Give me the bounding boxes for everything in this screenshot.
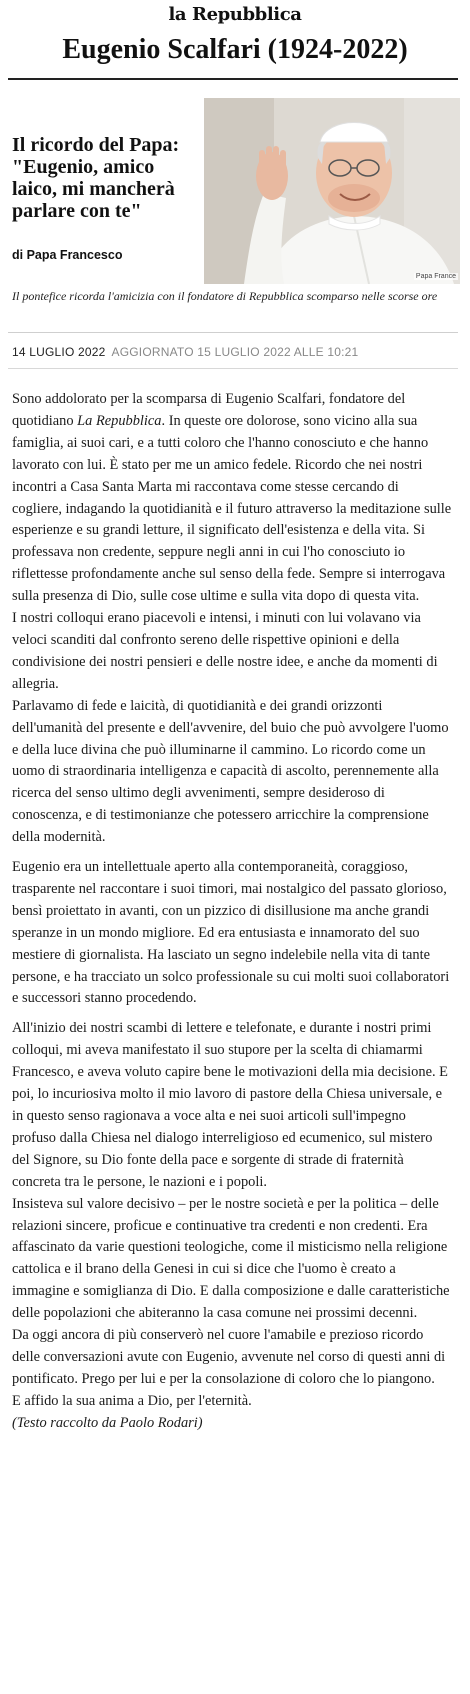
article-dateline (12, 345, 358, 359)
publish-date: 14 LUGLIO 2022 (12, 345, 106, 359)
paragraph-2: I nostri colloqui erano piacevoli e intensi, i minuti con lui volavano via veloci scanditi dal confronto sereno delle rispettive opinioni e della condivisione dei nostri pensieri e delle nostre idee, e anche da momenti di allegria. (12, 610, 438, 692)
article-byline: di Papa Francesco (12, 248, 123, 262)
header-divider (8, 78, 458, 80)
paragraph-1-start: Sono addolorato per la scomparsa di Eugenio Scalfari, fondatore del quotidiano (12, 391, 406, 429)
paragraph-4: Eugenio era un intellettuale aperto alla contemporaneità, coraggioso, trasparente nel raccontare i suoi timori, mai nostalgico del passato glorioso, bensì proiettato in avanti, con un pizzico di disillusione ma anche grandi speranze in un mondo migliore. Ed era entusiasta e innamorato del suo mestiere di giornalista. Ha lasciato un segno indelebile nella vita di tante persone, e ha tracciato un solco professionale su cui molti suoi collaboratori e successori stanno procedendo. (12, 859, 450, 1007)
updated-date: AGGIORNATO 15 LUGLIO 2022 ALLE 10:21 (111, 345, 359, 359)
masthead-logo[interactable]: la Repubblica (168, 4, 302, 25)
meta-divider-bottom (8, 368, 458, 369)
paragraph-1 (12, 389, 452, 608)
newspaper-name: La Repubblica (77, 412, 162, 429)
paragraph-6: Insisteva sul valore decisivo – per le nostre società e per la politica – delle relazioni sincere, proficue e continuative tra credenti e non credenti. Era affascinato da varie questioni teologiche, come il misticismo nella religione cattolica e il brano della Genesi in cui si dice che l'uomo è creato a immagine e somiglianza di Dio. E dalla composizione e dalle caratteristiche delle popolazioni che abiteranno la casa comune nei prossimi decenni. (12, 1195, 450, 1322)
hero-photo (204, 98, 460, 284)
hero-section (8, 98, 460, 284)
photo-credit: Papa France (415, 273, 456, 280)
paragraph-3: Parlavamo di fede e laicità, di quotidianità e dei grandi orizzonti dell'umanità del presente e dell'avvenire, del buio che può avvolgere l'uomo e della luce divina che può illuminarne il cammino. Lo ricordo come un uomo di straordinaria intelligenza e capacità di ascolto, perennemente alla ricerca del senso ultimo degli avvenimenti, sempre desideroso di conoscenza, e di testimonianze che potessero arricchire la comprensione della modernità. (12, 697, 449, 846)
article-title[interactable]: Il ricordo del Papa: "Eugenio, amico laico, mi mancherà parlare con te" (12, 134, 180, 222)
article-body (12, 389, 452, 1435)
paragraph-1-end: . In queste ore dolorose, sono vicino alla sua famiglia, ai suoi cari, e a tutti coloro che l'hanno conosciuto e che hanno lavorato con lui. È stato per me un amico fedele. Ricordo che nei nostri incontri a Casa Santa Marta mi raccontava come stesse cercando di cogliere, indagando la quotidianità e il futuro attraverso la meditazione sulle esperienze e su grandi letture, il significato dell'esistenza e della vita. Si professava non credente, seppure negli anni in cui l'ho conosciuto io riflettesse profondamente anche sul senso della fede. Sempre si interrogava sulla presenza di Dio, sulle cose ultime e sulla vita dopo di questa vita. (12, 412, 452, 605)
page-headline: Eugenio Scalfari (1924-2022) (62, 34, 408, 65)
article-signoff: (Testo raccolto da Paolo Rodari) (12, 1414, 203, 1431)
meta-divider-top (8, 332, 458, 333)
paragraph-8: E affido la sua anima a Dio, per l'eternità. (12, 1392, 252, 1409)
paragraph-5: All'inizio dei nostri scambi di lettere e telefonate, e durante i nostri primi colloqui, mi aveva manifestato il suo stupore per la scelta di chiamarmi Francesco, e aveva voluto capire bene le motivazioni della mia decisione. E poi, lo incuriosiva molto il mio lavoro di pastore della Chiesa universale, e in questo senso ragionava a voce alta e nei suoi articoli sull'impegno profuso dalla Chiesa nel dialogo interreligioso ed ecumenico, sul mistero del Signore, su Dio fonte della pace e sorgente di strade di fraternità concreta tra le persone, le nazioni e i popoli. (12, 1020, 448, 1190)
pope-portrait-image (204, 98, 460, 284)
paragraph-7: Da oggi ancora di più conserverò nel cuore l'amabile e prezioso ricordo delle conversazioni avute con Eugenio, avvenute nel corso di questi anni di pontificato. Prego per lui e per la consolazione di coloro che lo piangono. (12, 1327, 446, 1387)
hero-caption: Il pontefice ricorda l'amicizia con il fondatore di Repubblica scomparso nelle scorse ore (12, 289, 438, 303)
